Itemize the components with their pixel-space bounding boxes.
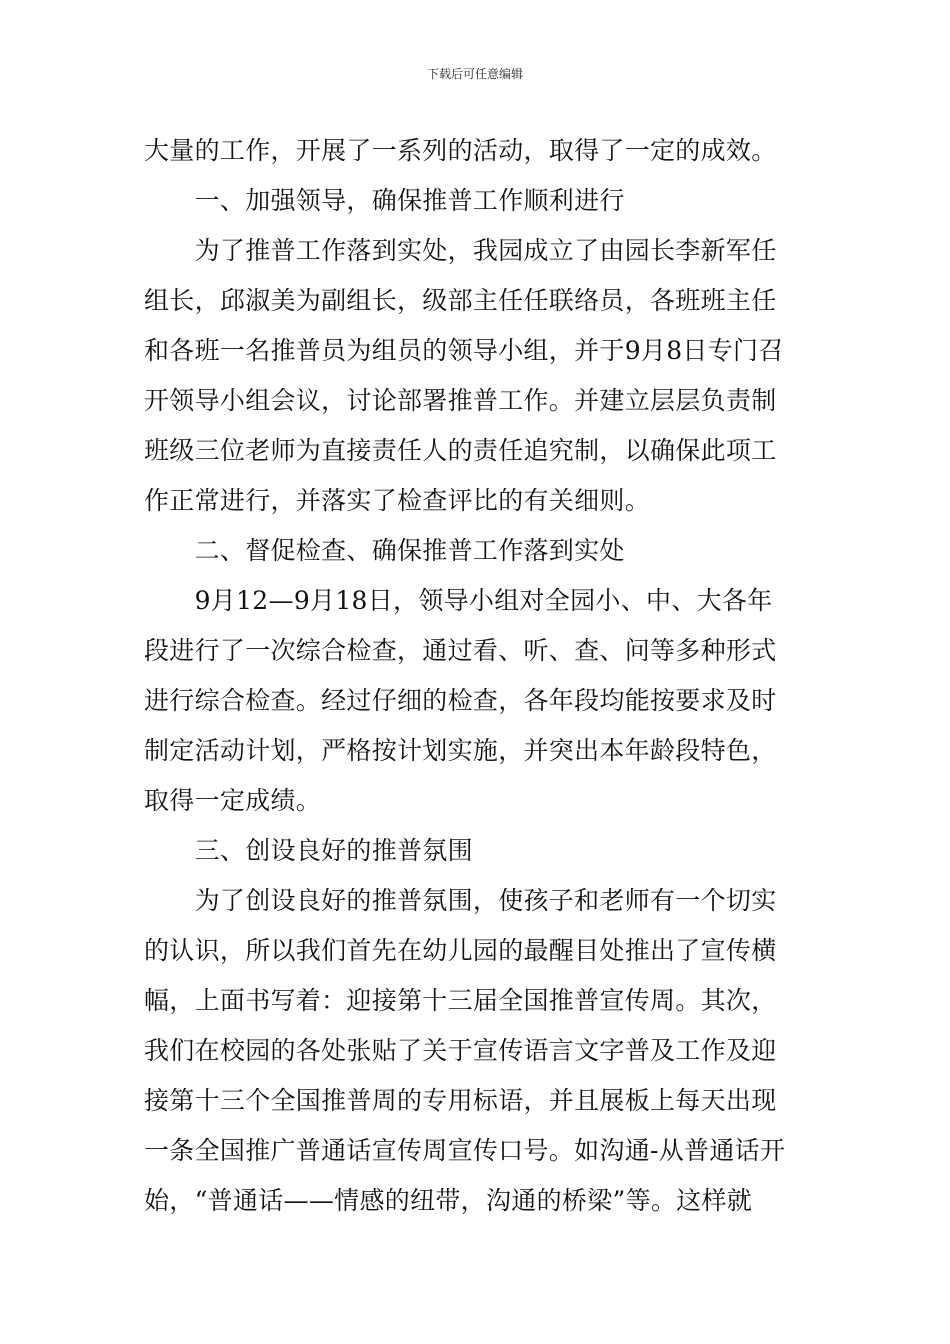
text-line: 幅，上面书写着：迎接第十三届全国推普宣传周。其次， xyxy=(144,986,777,1015)
page-header: 下载后可任意编辑 xyxy=(426,67,523,81)
text-line: 和各班一名推普员为组员的领导小组，并于9月8日专门召 xyxy=(144,336,784,365)
text-line: 我们在校园的各处张贴了关于宣传语言文字普及工作及迎 xyxy=(144,1036,777,1065)
text-line: 大量的工作，开展了一系列的活动，取得了一定的成效。 xyxy=(144,136,777,165)
text-line: 取得一定成绩。 xyxy=(144,786,322,815)
text-line: 组长，邱淑美为副组长，级部主任任联络员，各班班主任 xyxy=(144,286,777,315)
document-body xyxy=(144,126,808,1226)
text-line: 制定活动计划，严格按计划实施，并突出本年龄段特色， xyxy=(144,736,777,765)
text-line: 接第十三个全国推普周的专用标语，并且展板上每天出现 xyxy=(144,1086,777,1115)
text-line: 班级三位老师为直接责任人的责任追究制，以确保此项工 xyxy=(144,436,777,465)
section-heading: 二、督促检查、确保推普工作落到实处 xyxy=(144,536,625,565)
text-line: 作正常进行，并落实了检查评比的有关细则。 xyxy=(144,486,651,515)
text-line: 始，“普通话——情感的纽带，沟通的桥梁”等。这样就 xyxy=(144,1186,753,1215)
text-line: 为了推普工作落到实处，我园成立了由园长李新军任 xyxy=(144,236,777,265)
text-line: 的认识，所以我们首先在幼儿园的最醒目处推出了宣传横 xyxy=(144,936,777,965)
text-line: 段进行了一次综合检查，通过看、听、查、问等多种形式 xyxy=(144,636,777,665)
section-heading: 三、创设良好的推普氛围 xyxy=(144,836,473,865)
text-line: 一条全国推广普通话宣传周宣传口号。如沟通-从普通话开 xyxy=(144,1136,786,1165)
text-line: 为了创设良好的推普氛围，使孩子和老师有一个切实 xyxy=(144,886,777,915)
section-heading: 一、加强领导，确保推普工作顺利进行 xyxy=(144,186,625,215)
text-line: 开领导小组会议，讨论部署推普工作。并建立层层负责制 xyxy=(144,386,777,415)
text-line: 9月12—9月18日，领导小组对全园小、中、大各年 xyxy=(144,586,773,615)
text-line: 进行综合检查。经过仔细的检查，各年段均能按要求及时 xyxy=(144,686,777,715)
